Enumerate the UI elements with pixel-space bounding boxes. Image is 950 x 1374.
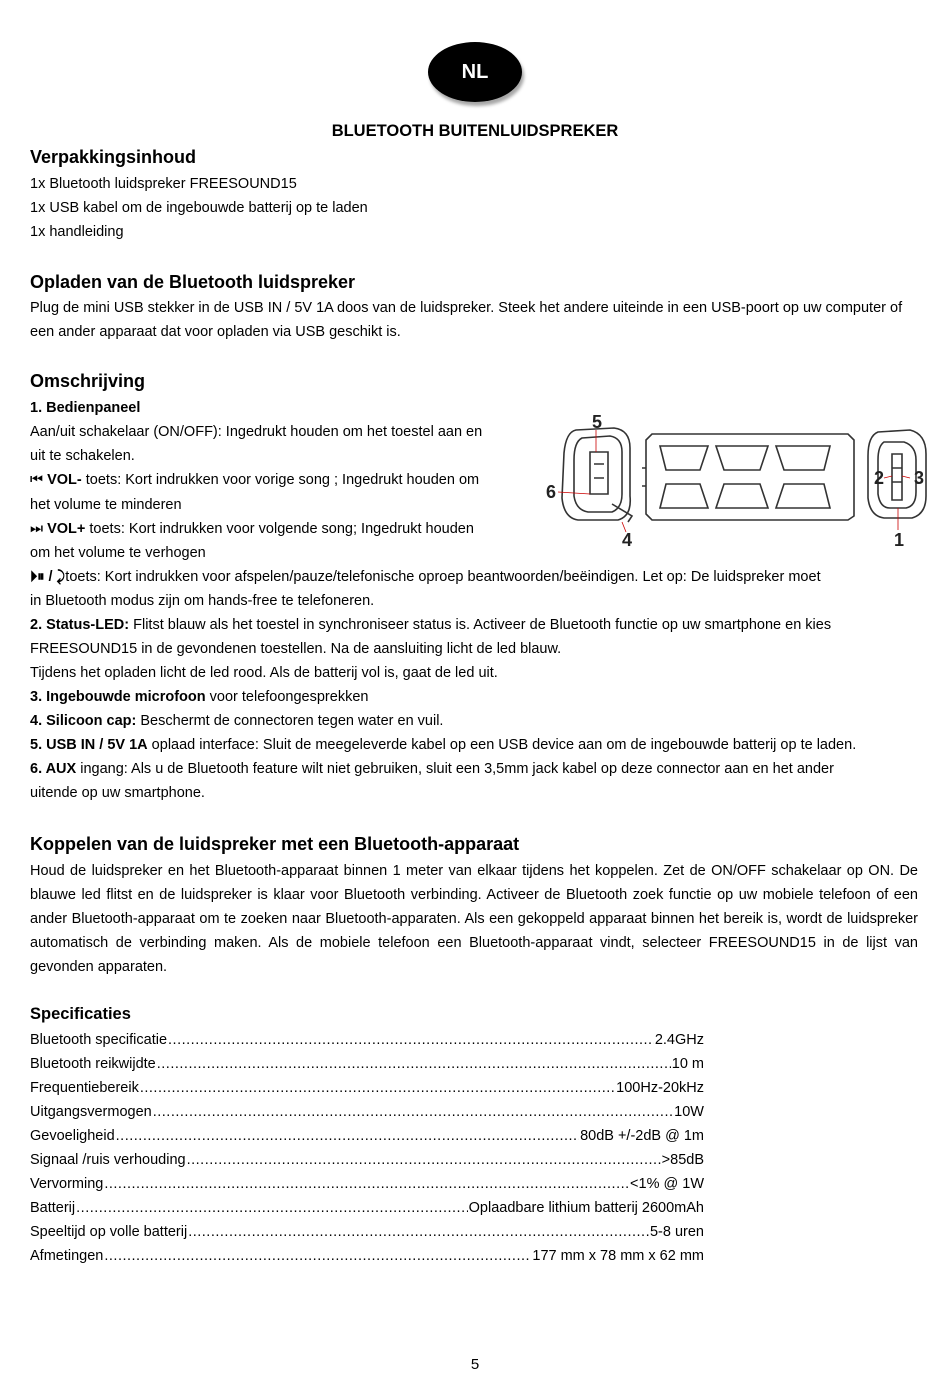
switch-line: Aan/uit schakelaar (ON/OFF): Ingedrukt houden om het toestel aan en (30, 424, 483, 440)
diagram-label: 2 (874, 468, 885, 488)
previous-track-icon: ⏮ (30, 472, 44, 488)
diagram-label: 4 (622, 530, 633, 550)
vol-minus-label: VOL- (47, 472, 82, 488)
charging-heading: Opladen van de Bluetooth luidspreker (30, 272, 356, 292)
led-line: Tijdens het opladen licht de led rood. Als de batterij vol is, gaat de led uit. (30, 665, 498, 681)
spec-row: Bluetooth reikwijdte ..... 10 m (30, 1052, 704, 1076)
pairing-text: Houd de luidspreker en het Bluetooth-apparaat binnen 1 meter van elkaar tijdens het koppelen. Zet de ON/OFF schakelaar op ON. De blauwe led flitst en de luidspreker is klaar voor Bluetooth verbinding. Activeer de Bluetooth zoek functie op uw mobiele telefoon of een ander Bluetooth-apparaat om te zoeken naar Bluetooth-apparaten. Als een gekoppeld apparaat binnen het bereik is, wordt de luidspreker automatisch de verbinding maken. Als de mobiele telefoon een Bluetooth-apparaat vindt, selecteer FREESOUND15 in de lijst van gevonden apparaten. (30, 863, 918, 975)
pairing-heading: Koppelen van de luidspreker met een Bluetooth-apparaat (30, 834, 520, 854)
mic-line: 3. Ingebouwde microfoon voor telefoongesprekken (30, 689, 369, 705)
play-line: in Bluetooth modus zijn om hands-free te telefoneren. (30, 593, 375, 609)
switch-line: uit te schakelen. (30, 448, 135, 464)
spec-row: Signaal /ruis verhouding ..... >85dB (30, 1148, 704, 1172)
vol-minus-line: het volume te minderen (30, 497, 182, 513)
description-heading: Omschrijving (30, 371, 146, 391)
led-line: FREESOUND15 in de gevondenen toestellen. Na de aansluiting licht de led blauw. (30, 641, 562, 657)
diagram-label: 5 (592, 412, 603, 432)
cap-line: 4. Silicoon cap: Beschermt de connectoren tegen water en vuil. (30, 713, 444, 729)
aux-line: uitende op uw smartphone. (30, 785, 205, 801)
play-pause-phone-icon: ⏵⏸ / ⤸ (30, 569, 66, 585)
page-number: 5 (470, 1356, 480, 1373)
vol-plus-line: ⏭ VOL+ toets: Kort indrukken voor volgende song; Ingedrukt houden (30, 521, 474, 537)
spec-row: Afmetingen ..... 177 mm x 78 mm x 62 mm (30, 1244, 704, 1268)
language-badge: NL (428, 42, 522, 102)
diagram-label: 3 (914, 468, 925, 488)
aux-line: 6. AUX ingang: Als u de Bluetooth feature wilt niet gebruiken, sluit een 3,5mm jack kabel op deze connector aan en het ander (30, 761, 834, 777)
vol-plus-label: VOL+ (47, 521, 86, 537)
spec-row: Bluetooth specificatie ..... 2.4GHz (30, 1028, 704, 1052)
panel-title: 1. Bedienpaneel (30, 400, 141, 416)
spec-row: Uitgangsvermogen ..... 10W (30, 1100, 704, 1124)
spec-row: Vervorming ..... <1% @ 1W (30, 1172, 704, 1196)
specs-table (30, 1028, 704, 1268)
spec-row: Batterij ..... Oplaadbare lithium batterij 2600mAh (30, 1196, 704, 1220)
document-title: BLUETOOTH BUITENLUIDSPREKER (331, 122, 619, 140)
diagram-label: 1 (894, 530, 905, 550)
led-line: 2. Status-LED: Flitst blauw als het toestel in synchroniseer status is. Activeer de Bluetooth functie op uw smartphone en kies (30, 617, 832, 633)
spec-row: Frequentiebereik ..... 100Hz-20kHz (30, 1076, 704, 1100)
package-item: 1x handleiding (30, 224, 124, 240)
usb-line: 5. USB IN / 5V 1A oplaad interface: Sluit de meegeleverde kabel op een USB device aan om de ingebouwde batterij op te laden. (30, 737, 857, 753)
charging-text: Plug de mini USB stekker in de USB IN / 5V 1A doos van de luidspreker. Steek het andere uiteinde in een USB-poort op uw computer of een ander apparaat dat voor opladen via USB geschikt is. (30, 300, 903, 340)
vol-plus-line: om het volume te verhogen (30, 545, 206, 561)
next-track-icon: ⏭ (30, 521, 44, 537)
spec-row: Speeltijd op volle batterij ..... 5-8 uren (30, 1220, 704, 1244)
vol-minus-line: ⏮ VOL- toets: Kort indrukken voor vorige song ; Ingedrukt houden om (30, 472, 480, 488)
speaker-diagram (538, 408, 950, 556)
spec-row: Gevoeligheid ..... 80dB +/-2dB @ 1m (30, 1124, 704, 1148)
play-line: ⏵⏸ / ⤸toets: Kort indrukken voor afspelen/pauze/telefonische oproep beantwoorden/beëindigen. Let op: De luidspreker moet (30, 569, 821, 585)
specs-heading: Specificaties (30, 1005, 131, 1023)
package-item: 1x Bluetooth luidspreker FREESOUND15 (30, 176, 297, 192)
diagram-label: 6 (546, 482, 557, 502)
package-item: 1x USB kabel om de ingebouwde batterij op te laden (30, 200, 368, 216)
package-heading: Verpakkingsinhoud (30, 147, 197, 167)
